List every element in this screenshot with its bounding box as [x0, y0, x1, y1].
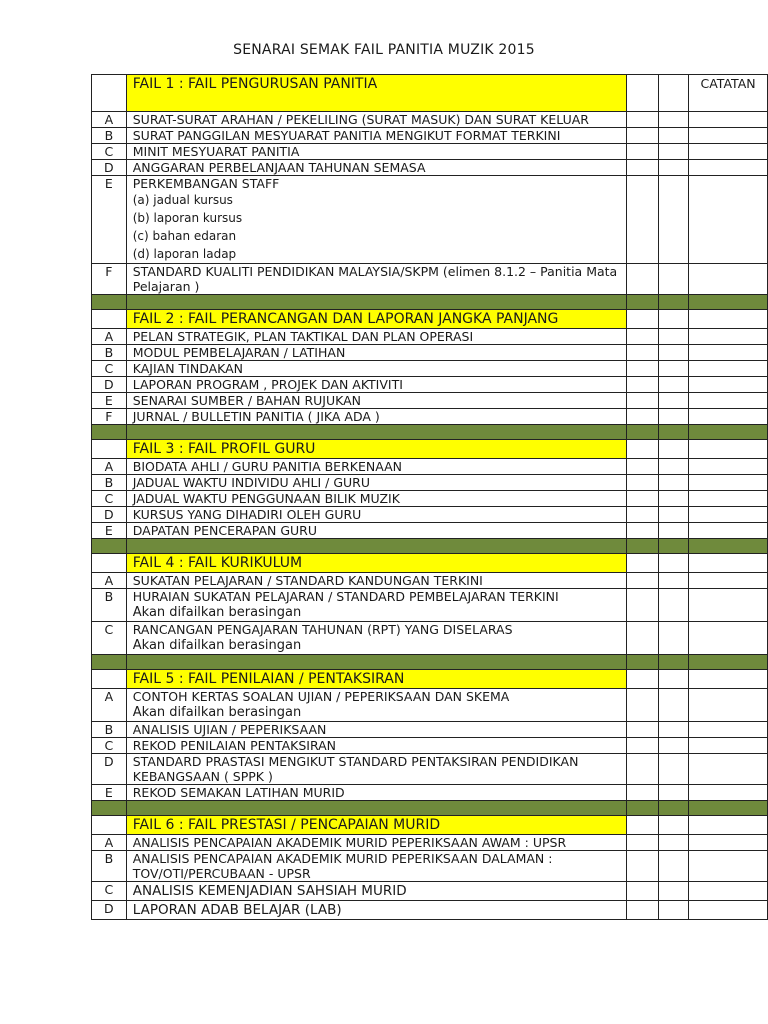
item-label: LAPORAN PROGRAM , PROJEK DAN AKTIVITI: [132, 377, 403, 392]
item-letter: A: [92, 329, 127, 345]
section-separator: [92, 425, 768, 440]
item-label: STANDARD PRASTASI MENGIKUT STANDARD PENTAKSIRAN PENDIDIKAN KEBANGSAAN ( SPPK ): [132, 754, 579, 784]
catatan-cell: [689, 816, 768, 835]
separator-cell: [92, 801, 127, 816]
catatan-cell: [689, 754, 768, 785]
check-cell[interactable]: [627, 554, 658, 573]
section-header-row: [92, 816, 768, 835]
check-cell[interactable]: [658, 144, 688, 160]
section-separator: [92, 801, 768, 816]
separator-cell: [92, 425, 127, 440]
check-cell[interactable]: [627, 689, 658, 722]
catatan-header: CATATAN: [700, 76, 756, 91]
check-cell[interactable]: [658, 112, 688, 128]
list-item: [92, 901, 768, 920]
item-letter: C: [92, 361, 127, 377]
item-label: SURAT-SURAT ARAHAN / PEKELILING (SURAT MASUK) DAN SURAT KELUAR: [132, 112, 589, 127]
item-text: [126, 475, 626, 491]
section-separator: [92, 539, 768, 554]
check-cell[interactable]: [658, 816, 688, 835]
catatan-cell: [689, 901, 768, 920]
item-text: [126, 409, 626, 425]
item-letter: B: [92, 345, 127, 361]
catatan-cell: [689, 176, 768, 264]
separator-cell: [92, 295, 127, 310]
list-item: [92, 507, 768, 523]
check-cell[interactable]: [658, 75, 688, 112]
catatan-cell: [689, 310, 768, 329]
check-cell[interactable]: [658, 329, 688, 345]
catatan-cell: [689, 882, 768, 901]
check-cell[interactable]: [627, 75, 658, 112]
separator-cell: [627, 539, 658, 554]
item-label: BIODATA AHLI / GURU PANITIA BERKENAAN: [132, 459, 403, 474]
item-text: [126, 491, 626, 507]
list-item: [92, 264, 768, 295]
item-text: [126, 882, 626, 901]
check-cell[interactable]: [627, 670, 658, 689]
item-label: JADUAL WAKTU INDIVIDU AHLI / GURU: [132, 475, 371, 490]
catatan-cell: [689, 689, 768, 722]
section-header-row: [92, 670, 768, 689]
separator-cell: [126, 295, 626, 310]
check-cell[interactable]: [658, 785, 688, 801]
check-cell[interactable]: [658, 264, 688, 295]
check-cell[interactable]: [627, 459, 658, 475]
check-cell[interactable]: [627, 160, 658, 176]
separator-cell: [689, 655, 768, 670]
list-item: [92, 377, 768, 393]
separator-cell: [126, 801, 626, 816]
list-item: [92, 722, 768, 738]
section-header: FAIL 3 : FAIL PROFIL GURU: [126, 440, 626, 459]
item-letter: C: [92, 491, 127, 507]
item-letter: D: [92, 901, 127, 920]
item-letter: A: [92, 573, 127, 589]
catatan-cell: [689, 128, 768, 144]
item-letter: B: [92, 589, 127, 622]
item-label: DAPATAN PENCERAPAN GURU: [132, 523, 317, 538]
item-label: KURSUS YANG DIHADIRI OLEH GURU: [132, 507, 362, 522]
item-text: [126, 573, 626, 589]
catatan-cell: [689, 75, 768, 112]
letter-cell: [92, 440, 127, 459]
item-text: [126, 785, 626, 801]
check-cell[interactable]: [658, 310, 688, 329]
check-cell[interactable]: [627, 377, 658, 393]
item-letter: C: [92, 738, 127, 754]
separator-cell: [627, 425, 658, 440]
section-header: FAIL 4 : FAIL KURIKULUM: [126, 554, 626, 573]
check-cell[interactable]: [658, 459, 688, 475]
list-item: [92, 128, 768, 144]
item-label: SUKATAN PELAJARAN / STANDARD KANDUNGAN TERKINI: [132, 573, 483, 588]
list-item: [92, 622, 768, 655]
catatan-cell: [689, 523, 768, 539]
section-header: FAIL 6 : FAIL PRESTASI / PENCAPAIAN MURID: [126, 816, 626, 835]
item-note: Akan difailkan berasingan: [132, 638, 302, 653]
list-item: [92, 475, 768, 491]
check-cell[interactable]: [658, 622, 688, 655]
check-cell[interactable]: [627, 144, 658, 160]
list-item: [92, 785, 768, 801]
catatan-cell: [689, 589, 768, 622]
catatan-cell: [689, 264, 768, 295]
item-label: SENARAI SUMBER / BAHAN RUJUKAN: [132, 393, 362, 408]
item-text: [126, 176, 626, 264]
item-subpoint: (c) bahan edaran: [132, 229, 237, 243]
list-item: [92, 112, 768, 128]
item-note: Akan difailkan berasingan: [132, 605, 302, 620]
check-cell[interactable]: [627, 409, 658, 425]
item-label: KAJIAN TINDAKAN: [132, 361, 244, 376]
item-letter: B: [92, 851, 127, 882]
separator-cell: [658, 295, 688, 310]
check-cell[interactable]: [627, 754, 658, 785]
item-letter: D: [92, 377, 127, 393]
list-item: [92, 882, 768, 901]
item-text: [126, 901, 626, 920]
item-text: [126, 507, 626, 523]
item-letter: D: [92, 754, 127, 785]
check-cell[interactable]: [658, 523, 688, 539]
check-cell[interactable]: [627, 785, 658, 801]
item-text: [126, 329, 626, 345]
item-text: [126, 377, 626, 393]
catatan-cell: [689, 144, 768, 160]
item-label: RANCANGAN PENGAJARAN TAHUNAN (RPT) YANG DISELARAS: [132, 622, 513, 637]
catatan-cell: [689, 459, 768, 475]
check-cell[interactable]: [627, 264, 658, 295]
catatan-cell: [689, 329, 768, 345]
item-text: [126, 144, 626, 160]
item-label: LAPORAN ADAB BELAJAR (LAB): [132, 902, 342, 918]
section-header: FAIL 2 : FAIL PERANCANGAN DAN LAPORAN JANGKA PANJANG: [126, 310, 626, 329]
check-cell[interactable]: [627, 738, 658, 754]
list-item: [92, 573, 768, 589]
list-item: [92, 345, 768, 361]
item-letter: A: [92, 835, 127, 851]
item-label: STANDARD KUALITI PENDIDIKAN MALAYSIA/SKPM (elimen 8.1.2 – Panitia Mata Pelajaran ): [132, 264, 618, 294]
list-item: [92, 738, 768, 754]
check-cell[interactable]: [658, 882, 688, 901]
letter-cell: [92, 670, 127, 689]
separator-cell: [627, 801, 658, 816]
separator-cell: [689, 801, 768, 816]
catatan-cell: [689, 554, 768, 573]
separator-cell: [92, 655, 127, 670]
item-label: REKOD PENILAIAN PENTAKSIRAN: [132, 738, 337, 753]
list-item: [92, 835, 768, 851]
item-note: Akan difailkan berasingan: [132, 705, 302, 720]
check-cell[interactable]: [627, 128, 658, 144]
item-label: JURNAL / BULLETIN PANITIA ( JIKA ADA ): [132, 409, 380, 424]
check-cell[interactable]: [658, 491, 688, 507]
item-label: SURAT PANGGILAN MESYUARAT PANITIA MENGIKUT FORMAT TERKINI: [132, 128, 561, 143]
separator-cell: [658, 425, 688, 440]
check-cell[interactable]: [627, 491, 658, 507]
check-cell[interactable]: [627, 329, 658, 345]
check-cell[interactable]: [627, 310, 658, 329]
check-cell[interactable]: [627, 835, 658, 851]
checklist-table: [91, 74, 768, 920]
check-cell[interactable]: [627, 622, 658, 655]
list-item: [92, 329, 768, 345]
separator-cell: [658, 655, 688, 670]
check-cell[interactable]: [658, 901, 688, 920]
separator-cell: [627, 295, 658, 310]
check-cell[interactable]: [658, 738, 688, 754]
list-item: [92, 754, 768, 785]
item-subpoint: (b) laporan kursus: [132, 211, 243, 225]
item-label: MINIT MESYUARAT PANITIA: [132, 144, 300, 159]
list-item: [92, 176, 768, 264]
check-cell[interactable]: [658, 754, 688, 785]
check-cell[interactable]: [627, 112, 658, 128]
item-letter: B: [92, 475, 127, 491]
list-item: [92, 409, 768, 425]
check-cell[interactable]: [658, 573, 688, 589]
list-item: [92, 851, 768, 882]
list-item: [92, 393, 768, 409]
catatan-cell: [689, 491, 768, 507]
item-text: [126, 754, 626, 785]
check-cell[interactable]: [658, 393, 688, 409]
item-label: ANALISIS UJIAN / PEPERIKSAAN: [132, 722, 327, 737]
catatan-cell: [689, 670, 768, 689]
catatan-cell: [689, 785, 768, 801]
catatan-cell: [689, 361, 768, 377]
catatan-cell: [689, 475, 768, 491]
list-item: [92, 361, 768, 377]
item-letter: C: [92, 882, 127, 901]
item-text: [126, 523, 626, 539]
check-cell[interactable]: [627, 440, 658, 459]
item-text: [126, 689, 626, 722]
item-letter: B: [92, 128, 127, 144]
section-header-row: [92, 554, 768, 573]
item-text: [126, 112, 626, 128]
item-label: PELAN STRATEGIK, PLAN TAKTIKAL DAN PLAN OPERASI: [132, 329, 474, 344]
catatan-cell: [689, 738, 768, 754]
catatan-cell: [689, 851, 768, 882]
item-label: HURAIAN SUKATAN PELAJARAN / STANDARD PEMBELAJARAN TERKINI: [132, 589, 559, 604]
separator-cell: [658, 801, 688, 816]
check-cell[interactable]: [627, 507, 658, 523]
letter-cell: [92, 310, 127, 329]
check-cell[interactable]: [627, 816, 658, 835]
item-subpoint: (d) laporan ladap: [132, 247, 237, 261]
check-cell[interactable]: [658, 507, 688, 523]
separator-cell: [627, 655, 658, 670]
item-text: [126, 264, 626, 295]
catatan-cell: [689, 345, 768, 361]
item-label: PERKEMBANGAN STAFF: [132, 176, 280, 191]
list-item: [92, 589, 768, 622]
item-letter: E: [92, 176, 127, 264]
list-item: [92, 459, 768, 475]
check-cell[interactable]: [658, 589, 688, 622]
separator-cell: [126, 425, 626, 440]
catatan-cell: [689, 112, 768, 128]
check-cell[interactable]: [627, 176, 658, 264]
item-letter: C: [92, 622, 127, 655]
catatan-cell: [689, 573, 768, 589]
item-text: [126, 622, 626, 655]
check-cell[interactable]: [658, 689, 688, 722]
section-header-row: [92, 440, 768, 459]
item-letter: B: [92, 722, 127, 738]
item-label: MODUL PEMBELAJARAN / LATIHAN: [132, 345, 346, 360]
item-text: [126, 459, 626, 475]
item-text: [126, 722, 626, 738]
item-text: [126, 738, 626, 754]
item-label: ANGGARAN PERBELANJAAN TAHUNAN SEMASA: [132, 160, 426, 175]
check-cell[interactable]: [658, 670, 688, 689]
item-text: [126, 393, 626, 409]
separator-cell: [689, 295, 768, 310]
catatan-cell: [689, 835, 768, 851]
letter-cell: [92, 554, 127, 573]
check-cell[interactable]: [627, 393, 658, 409]
check-cell[interactable]: [658, 345, 688, 361]
check-cell[interactable]: [658, 361, 688, 377]
separator-cell: [689, 539, 768, 554]
separator-cell: [126, 655, 626, 670]
item-label: CONTOH KERTAS SOALAN UJIAN / PEPERIKSAAN DAN SKEMA: [132, 689, 510, 704]
separator-cell: [658, 539, 688, 554]
item-text: [126, 589, 626, 622]
catatan-cell: [689, 409, 768, 425]
item-label: ANALISIS PENCAPAIAN AKADEMIK MURID PEPERIKSAAN AWAM : UPSR: [132, 835, 567, 850]
check-cell[interactable]: [627, 589, 658, 622]
item-label: ANALISIS KEMENJADIAN SAHSIAH MURID: [132, 883, 407, 899]
section-header: FAIL 5 : FAIL PENILAIAN / PENTAKSIRAN: [126, 670, 626, 689]
catatan-cell: [689, 722, 768, 738]
item-label: JADUAL WAKTU PENGGUNAAN BILIK MUZIK: [132, 491, 400, 506]
item-letter: E: [92, 523, 127, 539]
check-cell[interactable]: [627, 345, 658, 361]
item-subpoint: (a) jadual kursus: [132, 193, 233, 207]
check-cell[interactable]: [658, 851, 688, 882]
catatan-cell: [689, 160, 768, 176]
section-header-row: [92, 75, 768, 112]
catatan-cell: [689, 393, 768, 409]
check-cell[interactable]: [627, 573, 658, 589]
check-cell[interactable]: [658, 128, 688, 144]
item-label: REKOD SEMAKAN LATIHAN MURID: [132, 785, 345, 800]
item-letter: A: [92, 112, 127, 128]
item-letter: E: [92, 393, 127, 409]
check-cell[interactable]: [658, 440, 688, 459]
item-letter: E: [92, 785, 127, 801]
check-cell[interactable]: [627, 475, 658, 491]
item-letter: F: [92, 264, 127, 295]
item-text: [126, 835, 626, 851]
section-header-row: [92, 310, 768, 329]
list-item: [92, 523, 768, 539]
check-cell[interactable]: [627, 851, 658, 882]
separator-cell: [92, 539, 127, 554]
check-cell[interactable]: [658, 835, 688, 851]
check-cell[interactable]: [627, 882, 658, 901]
section-header: FAIL 1 : FAIL PENGURUSAN PANITIA: [126, 75, 626, 112]
item-letter: D: [92, 160, 127, 176]
page-title: SENARAI SEMAK FAIL PANITIA MUZIK 2015: [233, 42, 535, 58]
check-cell[interactable]: [658, 722, 688, 738]
catatan-cell: [689, 440, 768, 459]
check-cell[interactable]: [658, 176, 688, 264]
check-cell[interactable]: [627, 523, 658, 539]
item-letter: C: [92, 144, 127, 160]
section-separator: [92, 295, 768, 310]
item-text: [126, 160, 626, 176]
item-letter: A: [92, 459, 127, 475]
list-item: [92, 689, 768, 722]
catatan-cell: [689, 377, 768, 393]
list-item: [92, 160, 768, 176]
separator-cell: [689, 425, 768, 440]
item-text: [126, 345, 626, 361]
check-cell[interactable]: [627, 722, 658, 738]
item-letter: D: [92, 507, 127, 523]
list-item: [92, 144, 768, 160]
item-label: ANALISIS PENCAPAIAN AKADEMIK MURID PEPERIKSAAN DALAMAN : TOV/OTI/PERCUBAAN - UPSR: [132, 851, 553, 881]
item-text: [126, 128, 626, 144]
catatan-cell: [689, 622, 768, 655]
separator-cell: [126, 539, 626, 554]
check-cell[interactable]: [658, 409, 688, 425]
check-cell[interactable]: [658, 377, 688, 393]
item-letter: A: [92, 689, 127, 722]
item-text: [126, 851, 626, 882]
catatan-cell: [689, 507, 768, 523]
check-cell[interactable]: [658, 554, 688, 573]
check-cell[interactable]: [658, 475, 688, 491]
letter-cell: [92, 75, 127, 112]
check-cell[interactable]: [658, 160, 688, 176]
list-item: [92, 491, 768, 507]
check-cell[interactable]: [627, 901, 658, 920]
item-letter: F: [92, 409, 127, 425]
section-separator: [92, 655, 768, 670]
item-text: [126, 361, 626, 377]
check-cell[interactable]: [627, 361, 658, 377]
letter-cell: [92, 816, 127, 835]
